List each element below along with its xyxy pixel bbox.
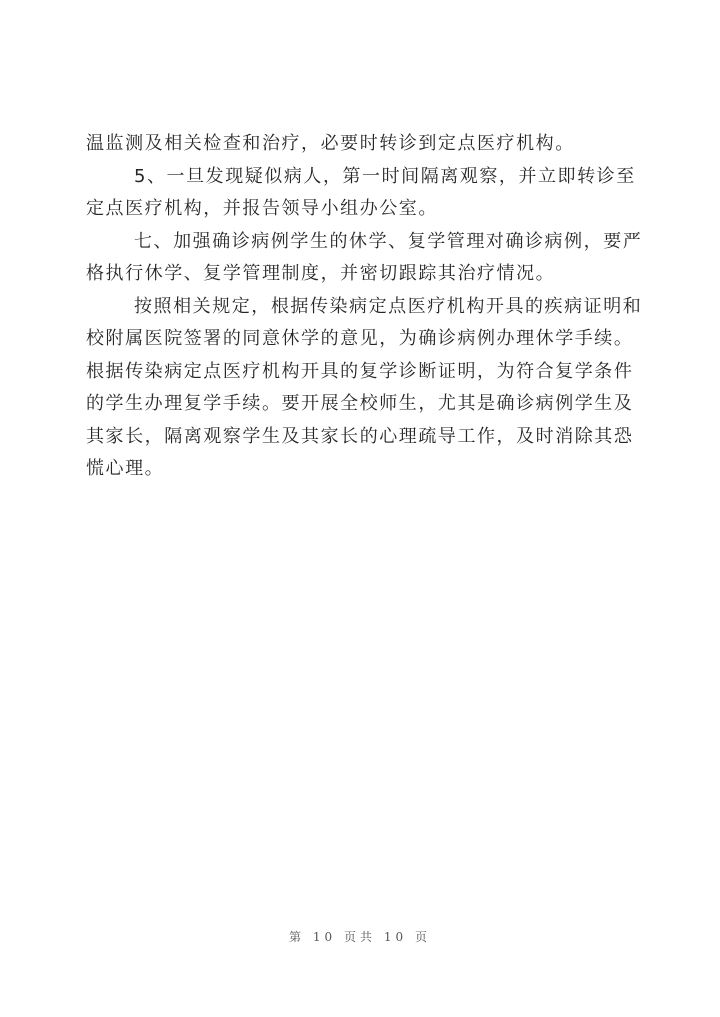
text-line: 校附属医院签署的同意休学的意见，为确诊病例办理休学手续。 [86, 328, 634, 349]
body-text [86, 128, 646, 486]
text-line: 根据传染病定点医疗机构开具的复学诊断证明，为符合复学条件 [86, 360, 634, 382]
footer-mid: 页共 [343, 930, 376, 944]
text-line: 按照相关规定，根据传染病定点医疗机构开具的疾病证明和 [134, 295, 643, 317]
footer-total-pages: 10 [383, 930, 408, 944]
text-line: 定点医疗机构，并报告领导小组办公室。 [86, 198, 438, 219]
text-line: 慌心理。 [86, 458, 165, 479]
text-line: 的学生办理复学手续。要开展全校师生，尤其是确诊病例学生及 [86, 393, 634, 414]
text-line: 其家长，隔离观察学生及其家长的心理疏导工作，及时消除其恐 [86, 425, 634, 447]
page-footer [0, 928, 720, 945]
footer-prefix: 第 [289, 930, 306, 944]
text-line: 格执行休学、复学管理制度，并密切跟踪其治疗情况。 [86, 263, 556, 284]
text-line: 5、一旦发现疑似病人，第一时间隔离观察，并立即转诊至 [134, 165, 636, 187]
footer-suffix: 页 [414, 930, 431, 944]
footer-page-number: 10 [312, 930, 337, 944]
text-line: 七、加强确诊病例学生的休学、复学管理对确诊病例，要严 [134, 230, 643, 252]
text-line: 温监测及相关检查和治疗，必要时转诊到定点医疗机构。 [86, 133, 575, 154]
